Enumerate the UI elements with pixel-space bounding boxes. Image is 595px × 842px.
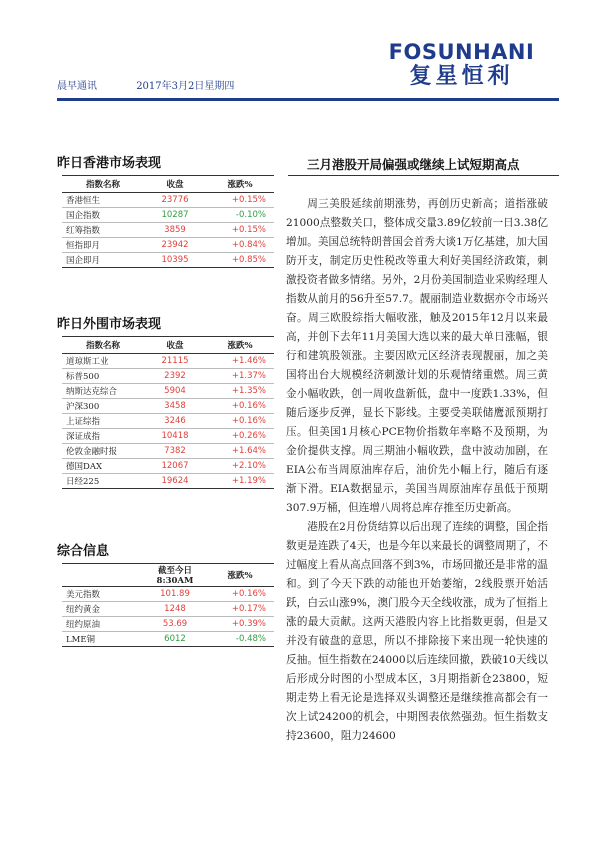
change-percent: +0.16% (206, 587, 274, 602)
change-percent: +1.19% (206, 474, 274, 489)
table-row (62, 429, 274, 444)
index-name: 深证成指 (62, 429, 144, 444)
change-percent: +2.10% (206, 459, 274, 474)
article-title: 三月港股开局偏强或继续上试短期高点 (307, 157, 520, 172)
change-percent: +0.39% (206, 617, 274, 632)
col-change: 涨跌% (206, 564, 274, 587)
table-row (62, 444, 274, 459)
close-value: 3859 (144, 223, 206, 238)
change-percent: +1.35% (206, 384, 274, 399)
close-value: 21115 (144, 354, 206, 369)
info-title: 综合信息 (57, 544, 110, 559)
change-percent: +0.15% (206, 223, 274, 238)
table-row (62, 399, 274, 414)
article-paragraph: 港股在2月份货结算以后出现了连续的调整，国企指数更是连跌了4天，也是今年以来最长的调整周期了，不过幅度上看从高点回落不到3%，市场回撤还是非常的温和。到了今天下跌的动能也开始萎缩，2线股票开始活跃，白云山涨9%，澳门股今天全线收涨，成为了恒指上涨的最大贡献。这两天港股内容上比指数更弱，但是又并没有破盘的意思，所以不排除接下来出现一轮快速的反抽。恒生指数在24000以后连续回撤，跌破10天线以后形成分时图的小型成本区，3月期指新仓23800，短期走势上看无论是选择双头调整还是继续推高都会有一次上试24200的机会，中期图表依然强劲。恒生指数支持23600，阻力24600 (286, 521, 548, 742)
close-value: 6012 (144, 632, 206, 647)
table-row (62, 223, 274, 238)
close-value: 101.89 (144, 587, 206, 602)
table-row (62, 602, 274, 617)
index-name: 美元指数 (62, 587, 144, 602)
close-value: 10287 (144, 208, 206, 223)
company-logo (374, 40, 549, 90)
index-name: 纽约黄金 (62, 602, 144, 617)
logo-chinese: 复星恒利 (409, 64, 514, 89)
change-percent: -0.48% (206, 632, 274, 647)
col-change: 涨跌% (206, 337, 274, 354)
change-percent: +1.46% (206, 354, 274, 369)
close-value: 12067 (144, 459, 206, 474)
change-percent: +0.17% (206, 602, 274, 617)
close-value: 3246 (144, 414, 206, 429)
col-name: 指数名称 (62, 176, 144, 193)
foreign-market-table (62, 336, 274, 489)
change-percent: +0.84% (206, 238, 274, 253)
close-value: 2392 (144, 369, 206, 384)
col-change: 涨跌% (206, 176, 274, 193)
foreign-market-title: 昨日外围市场表现 (57, 317, 162, 332)
close-value: 10418 (144, 429, 206, 444)
logo-english: FOSUNHANI (388, 40, 535, 64)
table-row (62, 459, 274, 474)
index-name: 标普500 (62, 369, 144, 384)
table-row (62, 587, 274, 602)
col-close: 截至今日8:30AM (144, 564, 206, 587)
close-value: 53.69 (144, 617, 206, 632)
table-row (62, 414, 274, 429)
header-line (57, 77, 234, 92)
header-divider (57, 98, 559, 101)
index-name: 红筹指数 (62, 223, 144, 238)
table-row (62, 632, 274, 647)
index-name: 国企即月 (62, 253, 144, 268)
table-row (62, 384, 274, 399)
info-table (62, 563, 274, 647)
index-name: 日经225 (62, 474, 144, 489)
index-name: 恒指即月 (62, 238, 144, 253)
table-row (62, 253, 274, 268)
close-value: 23776 (144, 193, 206, 208)
table-row (62, 238, 274, 253)
close-value: 7382 (144, 444, 206, 459)
close-value: 19624 (144, 474, 206, 489)
report-date: 2017年3月2日星期四 (136, 81, 235, 92)
table-row (62, 369, 274, 384)
change-percent: +1.37% (206, 369, 274, 384)
index-name: 德国DAX (62, 459, 144, 474)
index-name: 上证综指 (62, 414, 144, 429)
change-percent: +0.16% (206, 399, 274, 414)
change-percent: +0.16% (206, 414, 274, 429)
close-value: 5904 (144, 384, 206, 399)
hk-market-table (62, 175, 274, 268)
article-body (286, 195, 548, 746)
col-name: 指数名称 (62, 337, 144, 354)
change-percent: +0.15% (206, 193, 274, 208)
change-percent: +0.26% (206, 429, 274, 444)
close-value: 23942 (144, 238, 206, 253)
col-close: 收盘 (144, 337, 206, 354)
index-name: 伦敦金融时报 (62, 444, 144, 459)
change-percent: +0.85% (206, 253, 274, 268)
index-name: 沪深300 (62, 399, 144, 414)
index-name: 香港恒生 (62, 193, 144, 208)
index-name: 纳斯达克综合 (62, 384, 144, 399)
table-row (62, 617, 274, 632)
newsletter-label: 晨早通讯 (57, 81, 97, 92)
index-name: 纽约原油 (62, 617, 144, 632)
table-row (62, 208, 274, 223)
index-name: 国企指数 (62, 208, 144, 223)
col-name (62, 564, 144, 587)
change-percent: +1.64% (206, 444, 274, 459)
table-row (62, 193, 274, 208)
change-percent: -0.10% (206, 208, 274, 223)
close-value: 3458 (144, 399, 206, 414)
hk-market-title: 昨日香港市场表现 (57, 156, 162, 171)
article-title-divider (288, 175, 559, 176)
index-name: LME铜 (62, 632, 144, 647)
col-close: 收盘 (144, 176, 206, 193)
table-row (62, 474, 274, 489)
close-value: 1248 (144, 602, 206, 617)
table-row (62, 354, 274, 369)
article-paragraph: 周三美股延续前期涨势，再创历史新高；道指涨破21000点整数关口，整体成交量3.89亿较前一日3.38亿增加。美国总统特朗普国会首秀大谈1万亿基建，加大国防开支，制定历史性税改等重大利好美国经济政策，刺激投资者做多情绪。另外，2月份美国制造业采购经理人指数从前月的56升至57.7。靓丽制造业数据亦令市场兴奋。周三欧股综指大幅收涨，触及2015年12月以来最高，并创下去年11月美国大选以来的最大单日涨幅，银行和建筑股领涨。主要因欧元区经济表现靓丽，加之美国将出台大规模经济刺激计划的乐观情绪重燃。周三黄金小幅收跌，创一周收盘新低，盘中一度跌1.33%，但随后逐步反弹，显长下影线。主要受美联储鹰派预期打压。但美国1月核心PCE物价指数年率略不及预期，为金价提供支撑。周三期油小幅收跌，盘中波动加剧，在EIA公布当周原油库存后，油价先小幅上行，随后有逐渐下滑。EIA数据显示，美国当周原油库存虽低于预期307.9万桶，但连增八周将总库存推至历史新高。 (286, 198, 548, 514)
index-name: 道琼斯工业 (62, 354, 144, 369)
close-value: 10395 (144, 253, 206, 268)
